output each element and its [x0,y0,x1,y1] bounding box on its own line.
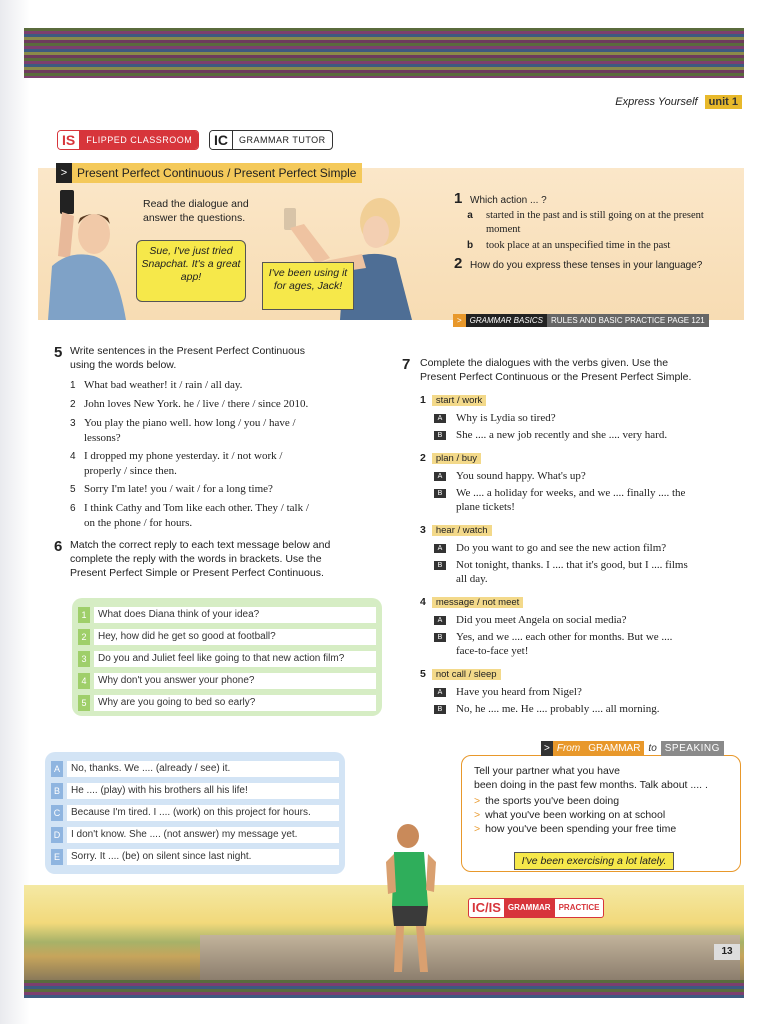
example-sentence: I've been exercising a lot lately. [521,855,667,867]
item-text-cont: properly / since then. [84,465,177,477]
dialogue-2 [402,448,738,514]
message-text: Do you and Juliet feel like going to that new action film? [94,651,376,667]
item-text-cont: on the phone / for hours. [84,517,193,529]
dialogue-line: Why is Lydia so tired? [456,412,556,424]
running-header [615,96,742,108]
speaking-box [461,755,741,872]
is-code: IS [58,131,80,149]
question-1-text: Which action ... ? [470,195,547,206]
item-text: I dropped my phone yesterday. it / not work / [84,450,283,462]
item-text-cont: lessons? [84,432,121,444]
message-number: 4 [78,673,90,689]
dialogue-line: Did you meet Angela on social media? [456,614,627,626]
grammar-basics-reference[interactable] [453,314,709,327]
icis-grammar: GRAMMAR [504,899,555,917]
item-text: What bad weather! it / rain / all day. [84,379,243,391]
dialogue-line-cont: face-to-face yet! [456,645,529,657]
intro-line-1: Read the dialogue and [143,198,249,210]
speaker-b-icon: B [434,633,446,642]
exercise-5 [54,344,354,530]
message-row [78,650,376,668]
list-item [70,416,354,445]
question-1a [454,209,734,237]
exercise-6-instructions [70,538,330,580]
chevron-right-icon: > [56,163,72,183]
boy-bubble-text: Sue, I've just tried Snapchat. It's a great app! [141,245,241,283]
reply-letter: D [51,827,63,843]
page-number: 13 [714,944,740,960]
speaking-bullet: > how you've been spending your free time [474,823,677,835]
section-title: Present Perfect Continuous / Present Perfect Simple [77,166,357,180]
flipped-classroom-label: FLIPPED CLASSROOM [80,131,198,149]
tag-from: From [553,741,584,756]
dialogue-number: 1 [420,394,426,406]
dialogue-5 [402,664,738,716]
exercise-5-header [54,344,354,372]
flipped-classroom-badge[interactable] [57,130,199,150]
item-text: You play the piano well. how long / you / have / [84,417,296,429]
icis-practice: PRACTICE [558,903,600,912]
unit-tag: unit 1 [705,95,742,109]
exercise-7-header [402,356,738,384]
grammar-basics-page-ref: RULES AND BASIC PRACTICE PAGE 121 [547,314,709,327]
reply-text: He .... (play) with his brothers all his life! [67,783,339,799]
dialogue-1 [402,390,738,442]
message-text: What does Diana think of your idea? [94,607,376,623]
question-2-number: 2 [454,255,463,272]
boy-selfie-illustration [40,186,130,320]
message-row [78,606,376,624]
grammar-basics-arrow: > [453,314,466,327]
dialogue-line: Do you want to go and see the new action film? [456,542,667,554]
ic-is-grammar-practice-badge[interactable] [468,898,604,918]
question-1b-text: took place at an unspecified time in the past [486,240,671,251]
speaking-bullet: > the sports you've been doing [474,795,620,807]
question-1 [454,190,734,207]
question-1b [454,239,734,253]
instr-line: Write sentences in the Present Perfect Continuous [70,345,306,357]
dialogue-line: We .... a holiday for weeks, and we .... finally .... the [456,487,686,499]
instr-line: Present Perfect Continuous or the Present Perfect Simple. [420,371,692,383]
instr-line: Present Perfect Simple or Present Perfect Continuous. [70,567,324,579]
item-number: 3 [70,418,76,429]
question-1b-letter: b [466,240,474,251]
dialogue-line-cont: plane tickets! [456,501,515,513]
ic-code: IC [210,131,233,149]
reply-row [51,804,339,822]
exercise-5-items [54,378,354,530]
question-2-text: How do you express these tenses in your language? [470,260,703,271]
icis-code: IC/IS [472,900,501,915]
tag-to: to [648,743,657,754]
message-number: 5 [78,695,90,711]
verb-tag: plan / buy [432,453,481,464]
message-text: Why don't you answer your phone? [94,673,376,689]
speaking-prompt-line: been doing in the past few months. Talk about .... . [474,779,708,791]
dialogue-4 [402,592,738,658]
speaker-b-icon: B [434,561,446,570]
dialogue-line: Yes, and we .... each other for months. But we .... [456,631,673,643]
section-title-bar [56,163,362,183]
speaker-b-icon: B [434,489,446,498]
list-item [70,482,354,497]
item-number: 5 [70,484,76,495]
text-messages-panel [72,598,382,716]
message-text: Why are you going to bed so early? [94,695,376,711]
reply-text: I don't know. She .... (not answer) my message yet. [67,827,339,843]
item-number: 1 [70,380,76,391]
bullet-text: how you've been spending your free time [485,823,677,835]
exercise-5-number: 5 [54,344,63,361]
list-item [70,397,354,412]
dialogue-number: 2 [420,452,426,464]
road-illustration [200,935,740,980]
item-text: I think Cathy and Tom like each other. They / talk / [84,502,309,514]
replies-panel [45,752,345,874]
instr-line: Complete the dialogues with the verbs given. Use the [420,357,669,369]
question-2 [454,255,734,272]
message-row [78,694,376,712]
exercise-7 [402,356,738,716]
dialogue-line: Have you heard from Nigel? [456,686,582,698]
bottom-decorative-stripes [24,980,744,998]
from-grammar-to-speaking-tag [541,741,724,756]
speaking-prompt-line: Tell your partner what you have [474,765,620,777]
dialogue-line-cont: all day. [456,573,488,585]
boy-speech-bubble [136,240,246,302]
bullet-text: what you've been working on at school [485,809,666,821]
dialogue-line: No, he .... me. He .... probably .... all morning. [456,703,660,715]
chevron-right-icon: > [541,741,553,756]
dialogue-number: 4 [420,596,426,608]
reply-row [51,760,339,778]
reply-row [51,782,339,800]
message-number: 2 [78,629,90,645]
message-text: Hey, how did he get so good at football? [94,629,376,645]
dialogue-number: 3 [420,524,426,536]
verb-tag: start / work [432,395,486,406]
dialogue-number: 5 [420,668,426,680]
page-gutter-shadow [0,0,30,1024]
dialogue-line: She .... a new job recently and she .... very hard. [456,429,668,441]
question-1a-text: started in the past and is still going on at the present moment [486,210,704,235]
reply-text: No, thanks. We .... (already / see) it. [67,761,339,777]
speaker-a-icon: A [434,414,446,423]
exercise-6-number: 6 [54,538,63,555]
verb-tag: message / not meet [432,597,523,608]
speaker-a-icon: A [434,544,446,553]
reply-letter: E [51,849,63,865]
speaker-a-icon: A [434,472,446,481]
verb-tag: not call / sleep [432,669,501,680]
question-1a-letter: a [467,210,473,221]
question-1-number: 1 [454,190,463,207]
dialogue-3 [402,520,738,586]
bullet-text: the sports you've been doing [485,795,620,807]
dialogue-line: You sound happy. What's up? [456,470,586,482]
list-item [70,449,354,478]
message-row [78,628,376,646]
list-item [70,501,354,530]
reply-row [51,826,339,844]
list-item [70,378,354,393]
example-sentence-bubble [514,852,674,870]
item-text: Sorry I'm late! you / wait / for a long time? [84,483,273,495]
instr-line: Match the correct reply to each text message below and [70,539,331,551]
speaking-bullet: > what you've been working on at school [474,809,666,821]
instr-line: complete the reply with the words in brackets. Use the [70,553,322,565]
verb-tag: hear / watch [432,525,492,536]
runner-illustration [382,822,442,982]
dialogue-line: Not tonight, thanks. I .... that it's good, but I .... films [456,559,688,571]
banner-questions [454,190,734,272]
speaker-b-icon: B [434,431,446,440]
reply-letter: A [51,761,63,777]
reply-text: Sorry. It .... (be) on silent since last night. [67,849,339,865]
speaker-a-icon: A [434,616,446,625]
intro-line-2: answer the questions. [143,212,246,224]
reply-text: Because I'm tired. I .... (work) on this project for hours. [67,805,339,821]
reply-letter: C [51,805,63,821]
message-row [78,672,376,690]
speaker-a-icon: A [434,688,446,697]
exercise-7-instructions [420,356,691,384]
exercise-5-instructions [70,344,305,372]
top-decorative-stripes [24,28,744,78]
message-number: 1 [78,607,90,623]
tag-grammar: GRAMMAR [584,741,644,756]
reply-letter: B [51,783,63,799]
grammar-basics-label: GRAMMAR BASICS [466,314,547,327]
exercise-7-number: 7 [402,356,411,373]
item-number: 2 [70,399,76,410]
message-number: 3 [78,651,90,667]
grammar-tutor-label: GRAMMAR TUTOR [239,135,326,145]
intro-text [143,197,249,225]
instr-line: using the words below. [70,359,177,371]
grammar-tutor-badge[interactable] [209,130,333,150]
reply-row [51,848,339,866]
book-title: Express Yourself [615,96,698,108]
girl-bubble-text: I've been using it for ages, Jack! [268,267,348,292]
tag-speaking: SPEAKING [661,741,724,756]
exercise-6-header [54,538,364,580]
girl-speech-bubble [262,262,354,310]
item-number: 4 [70,451,76,462]
item-number: 6 [70,503,76,514]
speaker-b-icon: B [434,705,446,714]
item-text: John loves New York. he / live / there / since 2010. [84,398,309,410]
